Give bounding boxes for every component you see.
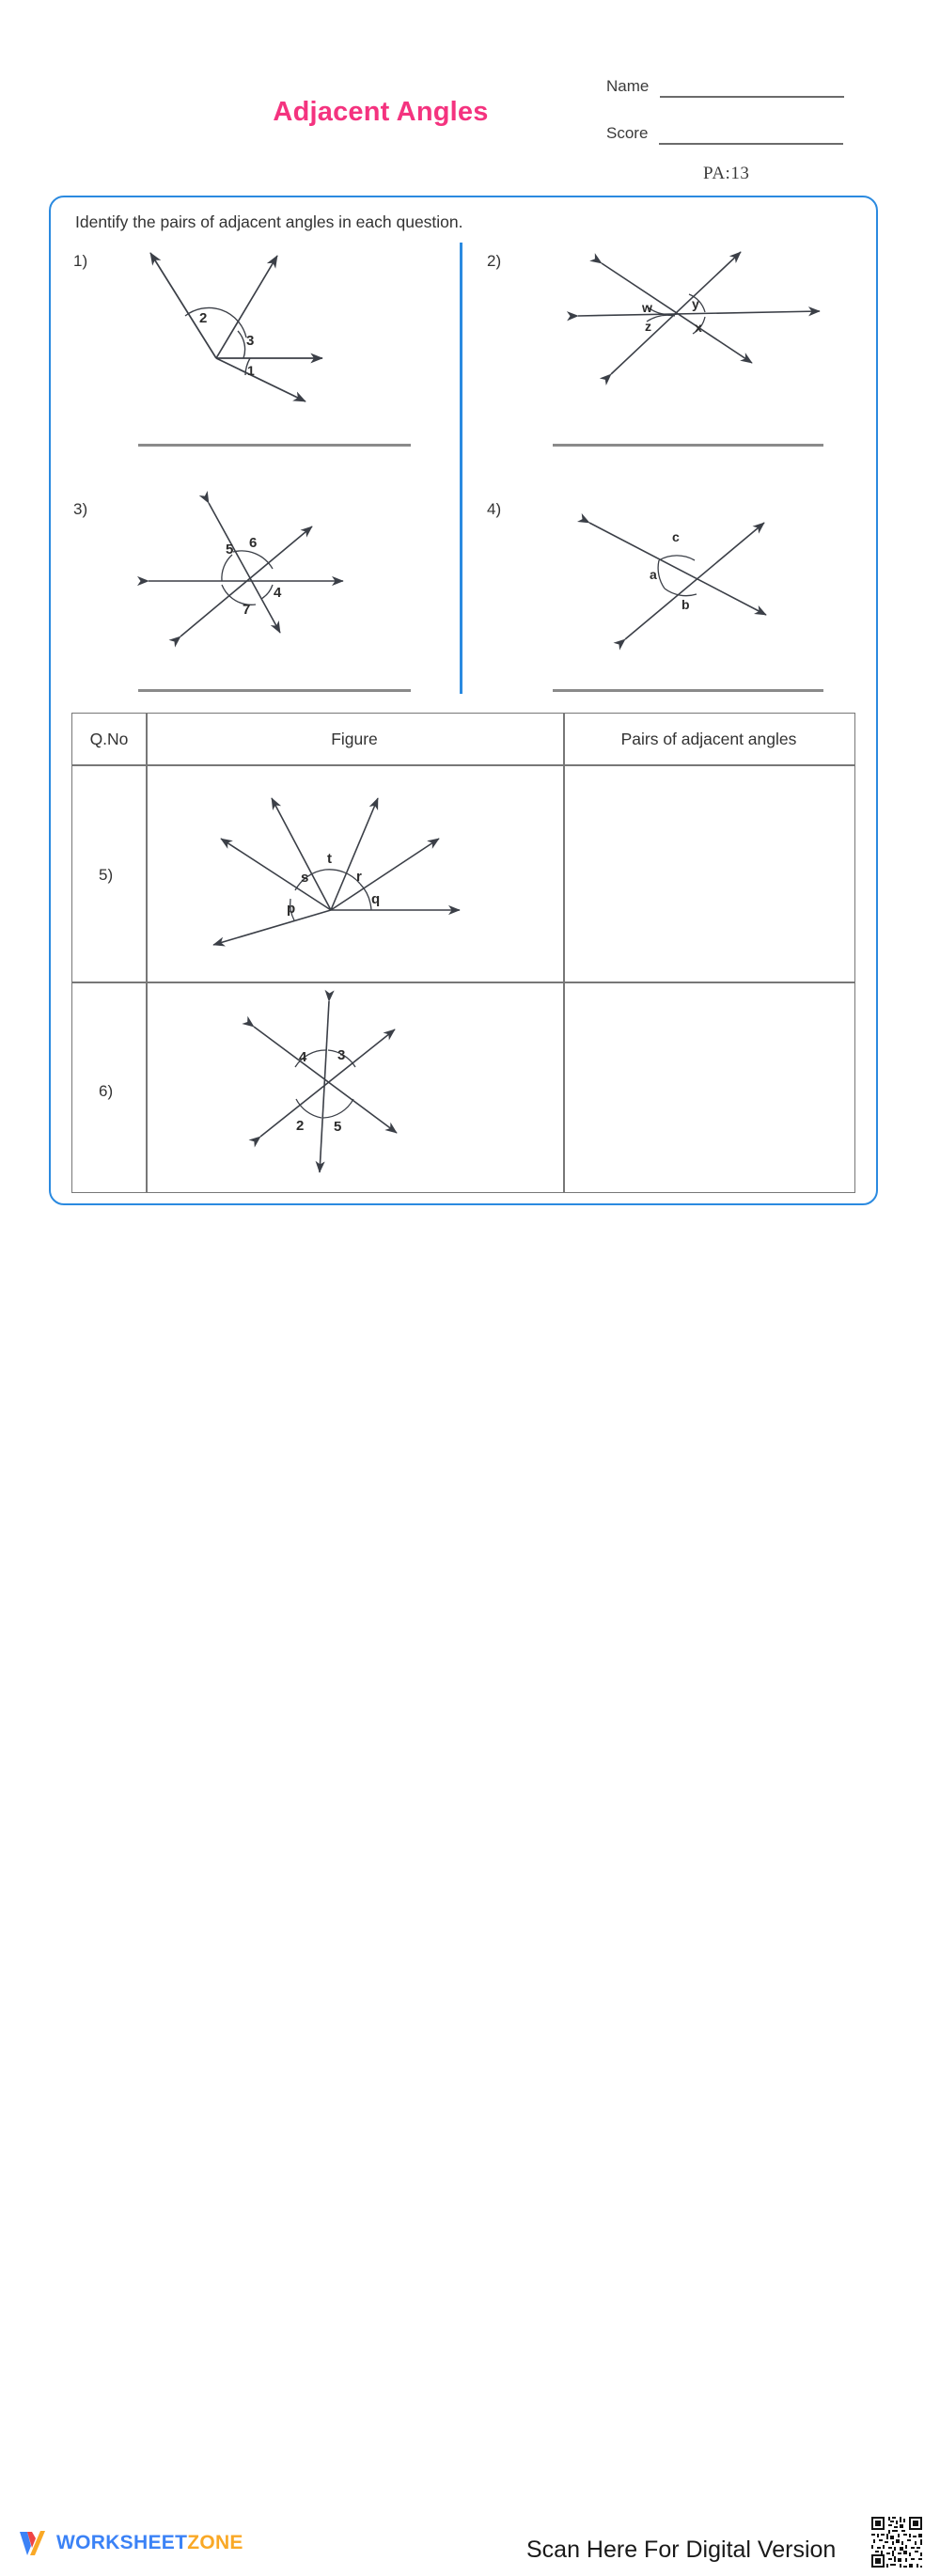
question-number-3: 3) [73, 500, 88, 518]
question-number-2: 2) [487, 252, 502, 270]
instruction-text: Identify the pairs of adjacent angles in each question. [75, 212, 463, 231]
name-label: Name [606, 77, 650, 95]
angle-label-r: r [356, 869, 362, 885]
angle-label-s: s [301, 870, 309, 886]
angle-label-1: 1 [247, 363, 255, 378]
answer-cell-6[interactable] [565, 983, 854, 1192]
angle-label-b: b [682, 597, 690, 612]
logo-text-worksheet: WORKSHEET [56, 2532, 188, 2553]
angle-label-t: t [327, 851, 332, 867]
logo-text [56, 2532, 243, 2554]
answer-line-3[interactable] [138, 689, 411, 692]
table-header-pairs: Pairs of adjacent angles [620, 730, 797, 748]
angle-label-p: p [287, 901, 296, 917]
angle-label-4: 4 [299, 1049, 307, 1065]
table-header-figure: Figure [331, 730, 378, 748]
answer-line-1[interactable] [138, 444, 411, 447]
angle-label-z: z [645, 319, 651, 334]
answer-line-2[interactable] [553, 444, 823, 447]
name-input-line[interactable] [660, 96, 844, 98]
score-input-line[interactable] [659, 143, 843, 145]
angle-label-y: y [692, 296, 699, 311]
angle-label-5: 5 [334, 1119, 342, 1135]
angle-label-q: q [371, 891, 381, 907]
answers-table [71, 713, 855, 1193]
angle-label-4: 4 [274, 585, 282, 601]
score-label: Score [606, 124, 649, 142]
angle-label-2: 2 [199, 310, 208, 326]
table-col-divider-1 [146, 714, 148, 1192]
qr-code[interactable] [868, 2513, 926, 2571]
table-header-qno: Q.No [89, 730, 129, 748]
page-title: Adjacent Angles [273, 97, 489, 127]
angle-label-3: 3 [337, 1047, 346, 1063]
table-row-number-6: 6) [99, 1082, 114, 1100]
answer-line-4[interactable] [553, 689, 823, 692]
figure-5 [204, 787, 486, 956]
angle-label-5: 5 [226, 542, 234, 558]
figure-6 [237, 994, 444, 1182]
scan-prompt-text: Scan Here For Digital Version [526, 2537, 837, 2563]
figure-2 [564, 243, 837, 393]
angle-label-w: w [642, 300, 652, 315]
logo-text-zone: ZONE [187, 2532, 243, 2553]
angle-label-7: 7 [243, 602, 251, 618]
answer-cell-5[interactable] [565, 766, 854, 981]
figure-4 [578, 506, 841, 652]
worksheetzone-logo[interactable] [17, 2527, 243, 2559]
angle-label-2: 2 [296, 1118, 305, 1134]
name-field-row [606, 77, 844, 98]
question-number-4: 4) [487, 500, 502, 518]
column-divider [460, 243, 462, 694]
page-code: PA:13 [703, 164, 750, 183]
figure-1 [132, 240, 348, 414]
angle-label-c: c [672, 529, 680, 544]
angle-label-a: a [650, 567, 657, 582]
question-number-1: 1) [73, 252, 88, 270]
page-footer [0, 1250, 940, 2563]
table-row-number-5: 5) [99, 866, 114, 884]
angle-label-3: 3 [246, 333, 255, 349]
figure-3 [141, 494, 414, 653]
score-field-row [606, 124, 843, 145]
logo-w-icon [17, 2527, 49, 2559]
angle-label-6: 6 [249, 535, 258, 551]
angle-label-x: x [695, 320, 702, 335]
